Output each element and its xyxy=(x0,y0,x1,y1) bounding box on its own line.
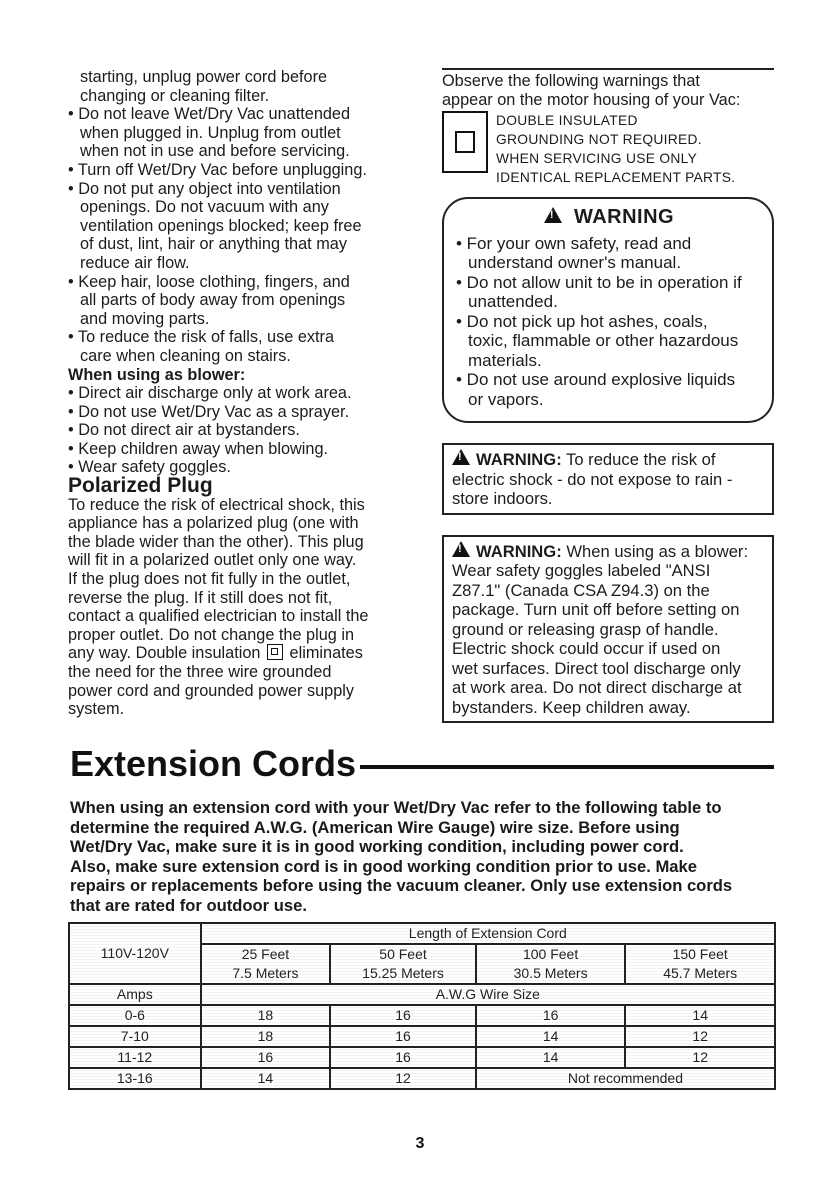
blower-bullet: • Do not direct air at bystanders. xyxy=(68,421,300,440)
box-line: When using as a blower: xyxy=(566,541,749,561)
box-line: electric shock - do not expose to rain - xyxy=(452,469,733,489)
bullet-line: ventilation openings blocked; keep free xyxy=(80,216,362,235)
amps-cell: 0-6 xyxy=(69,1005,201,1026)
divider xyxy=(442,68,774,70)
warning-item: • Do not use around explosive liquids xyxy=(456,370,736,390)
length-cell: 100 Feet 30.5 Meters xyxy=(476,944,626,984)
bullet-line: openings. Do not vacuum with any xyxy=(80,198,329,217)
awg-cell: 14 xyxy=(625,1005,775,1026)
motor-line: IDENTICAL REPLACEMENT PARTS. xyxy=(496,170,736,186)
paragraph-line: determine the required A.W.G. (American Wire Gauge) wire size. Before using xyxy=(70,817,680,837)
blower-bullet: • Direct air discharge only at work area. xyxy=(68,384,352,403)
warning-triangle-icon xyxy=(452,449,470,465)
polarized-line: appliance has a polarized plug (one with xyxy=(68,514,359,533)
amps-cell: 11-12 xyxy=(69,1047,201,1068)
awg-cell: 16 xyxy=(330,1005,476,1026)
bullet-line: • Keep hair, loose clothing, fingers, and xyxy=(68,272,350,291)
awg-cell: 12 xyxy=(625,1026,775,1047)
insulation-text-after: eliminates xyxy=(289,644,363,663)
bullet-line: and moving parts. xyxy=(80,309,210,328)
paragraph-line: When using an extension cord with your Wet/Dry Vac refer to the following table to xyxy=(70,798,722,817)
polarized-line xyxy=(68,644,408,663)
warning-label: WARNING: xyxy=(476,450,562,470)
warning-item: unattended. xyxy=(468,292,558,312)
right-column xyxy=(442,68,774,723)
bullet-line: care when cleaning on stairs. xyxy=(80,346,291,365)
table-row xyxy=(69,984,775,1005)
polarized-plug-heading: Polarized Plug xyxy=(68,474,213,498)
paragraph-line: Wet/Dry Vac, make sure it is in good working condition, including power cord. xyxy=(70,837,684,856)
polarized-line: reverse the plug. If it still does not fit, xyxy=(68,588,333,607)
not-recommended-cell: Not recommended xyxy=(476,1068,775,1089)
awg-cell: 16 xyxy=(201,1047,331,1068)
awg-cell: 18 xyxy=(201,1026,331,1047)
length-cell: 150 Feet 45.7 Meters xyxy=(625,944,775,984)
polarized-line: will fit in a polarized outlet only one way. xyxy=(68,551,357,570)
motor-line: GROUNDING NOT REQUIRED. xyxy=(496,132,702,148)
warning-triangle-icon xyxy=(452,541,470,557)
polarized-line: proper outlet. Do not change the plug in xyxy=(68,625,355,644)
box-line: package. Turn unit off before setting on xyxy=(452,600,740,620)
bullet-line: when not in use and before servicing. xyxy=(80,142,350,161)
warning-label: WARNING: xyxy=(476,541,562,561)
warning-item: • Do not allow unit to be in operation if xyxy=(456,272,742,292)
warning-triangle-icon xyxy=(544,207,562,223)
box-line: To reduce the risk of xyxy=(566,450,716,470)
paragraph-line: repairs or replacements before using the vacuum cleaner. Only use extension cords xyxy=(70,876,733,895)
double-insulation-icon xyxy=(442,111,488,173)
box-line: at work area. Do not direct discharge at xyxy=(452,678,742,698)
extension-cords-title: Extension Cords xyxy=(70,743,357,784)
bullet-line: • Turn off Wet/Dry Vac before unplugging. xyxy=(68,160,367,179)
warning-item: or vapors. xyxy=(468,389,544,409)
awg-cell: 12 xyxy=(330,1068,476,1089)
awg-cell: 14 xyxy=(476,1047,626,1068)
motor-housing-label xyxy=(442,111,774,187)
insulation-text-before: any way. Double insulation xyxy=(68,644,261,663)
heading-rule xyxy=(360,765,774,769)
intro-line: starting, unplug power cord before xyxy=(80,68,328,86)
box-line: bystanders. Keep children away. xyxy=(452,697,691,717)
observe-line: Observe the following warnings that xyxy=(442,72,700,90)
table-row xyxy=(69,1047,775,1068)
left-column xyxy=(68,68,408,719)
amps-header: Amps xyxy=(69,984,201,1005)
bullet-line: all parts of body away from openings xyxy=(80,291,346,310)
voltage-cell: 110V-120V xyxy=(69,923,201,984)
box-line: store indoors. xyxy=(452,489,553,509)
bullet-line: • Do not leave Wet/Dry Vac unattended xyxy=(68,105,351,124)
polarized-line: the need for the three wire grounded xyxy=(68,663,332,681)
box-line: ground or releasing grasp of handle. xyxy=(452,619,719,639)
warning-item: understand owner's manual. xyxy=(468,253,682,273)
awg-cell: 14 xyxy=(201,1068,331,1089)
motor-line: DOUBLE INSULATED xyxy=(496,113,638,129)
electric-shock-warning-box xyxy=(442,443,774,515)
warning-title: WARNING xyxy=(573,206,675,229)
bullet-line: when plugged in. Unplug from outlet xyxy=(80,123,341,142)
polarized-line: power cord and grounded power supply xyxy=(68,681,355,700)
box-line: Electric shock could occur if used on xyxy=(452,639,721,659)
awg-cell: 16 xyxy=(330,1026,476,1047)
blower-bullet: • Wear safety goggles. xyxy=(68,458,231,477)
length-cell: 50 Feet 15.25 Meters xyxy=(330,944,476,984)
awg-cell: 12 xyxy=(625,1047,775,1068)
blower-heading: When using as blower: xyxy=(68,365,246,384)
bullet-line: reduce air flow. xyxy=(80,253,190,272)
table-row xyxy=(69,1026,775,1047)
warning-item: • For your own safety, read and xyxy=(456,233,692,253)
blower-bullet: • Keep children away when blowing. xyxy=(68,439,329,458)
awg-cell: 18 xyxy=(201,1005,331,1026)
polarized-line: the blade wider than the other). This plug xyxy=(68,532,364,551)
amps-cell: 13-16 xyxy=(69,1068,201,1089)
polarized-line: system. xyxy=(68,700,125,719)
bullet-line: • Do not put any object into ventilation xyxy=(68,179,341,198)
bullet-line: of dust, lint, hair or anything that may xyxy=(80,235,347,254)
box-line: Z87.1" (Canada CSA Z94.3) on the xyxy=(452,580,710,600)
extension-paragraph xyxy=(70,798,776,915)
bullet-line: • To reduce the risk of falls, use extra xyxy=(68,328,335,347)
wire-gauge-table xyxy=(68,922,776,1090)
paragraph-line: Also, make sure extension cord is in good working condition prior to use. Make xyxy=(70,856,697,876)
polarized-line: If the plug does not fit fully in the outlet, xyxy=(68,570,351,589)
polarized-line: contact a qualified electrician to install the xyxy=(68,607,369,626)
extension-cords-heading xyxy=(70,743,774,785)
awg-cell: 16 xyxy=(476,1005,626,1026)
blower-bullet: • Do not use Wet/Dry Vac as a sprayer. xyxy=(68,402,350,421)
table-row xyxy=(69,1005,775,1026)
polarized-line: To reduce the risk of electrical shock, this xyxy=(68,495,365,514)
warning-item: • Do not pick up hot ashes, coals, xyxy=(456,311,708,331)
awg-cell: 16 xyxy=(330,1047,476,1068)
length-cell: 25 Feet 7.5 Meters xyxy=(201,944,331,984)
box-line: wet surfaces. Direct tool discharge only xyxy=(452,658,741,678)
blower-warning-box xyxy=(442,535,774,724)
observe-line: appear on the motor housing of your Vac: xyxy=(442,90,741,109)
length-header: Length of Extension Cord xyxy=(201,923,775,944)
paragraph-line: that are rated for outdoor use. xyxy=(70,895,307,915)
page-number: 3 xyxy=(415,1135,425,1152)
intro-line: changing or cleaning filter. xyxy=(80,86,270,105)
amps-cell: 7-10 xyxy=(69,1026,201,1047)
warning-item: toxic, flammable or other hazardous xyxy=(468,331,739,351)
double-insulation-icon xyxy=(267,644,283,660)
awg-header: A.W.G Wire Size xyxy=(201,984,775,1005)
warning-panel xyxy=(442,197,774,423)
warning-item: materials. xyxy=(468,350,542,370)
awg-cell: 14 xyxy=(476,1026,626,1047)
box-line: Wear safety goggles labeled "ANSI xyxy=(452,561,711,581)
table-row xyxy=(69,923,775,944)
table-row xyxy=(69,1068,775,1089)
motor-line: WHEN SERVICING USE ONLY xyxy=(496,151,698,167)
